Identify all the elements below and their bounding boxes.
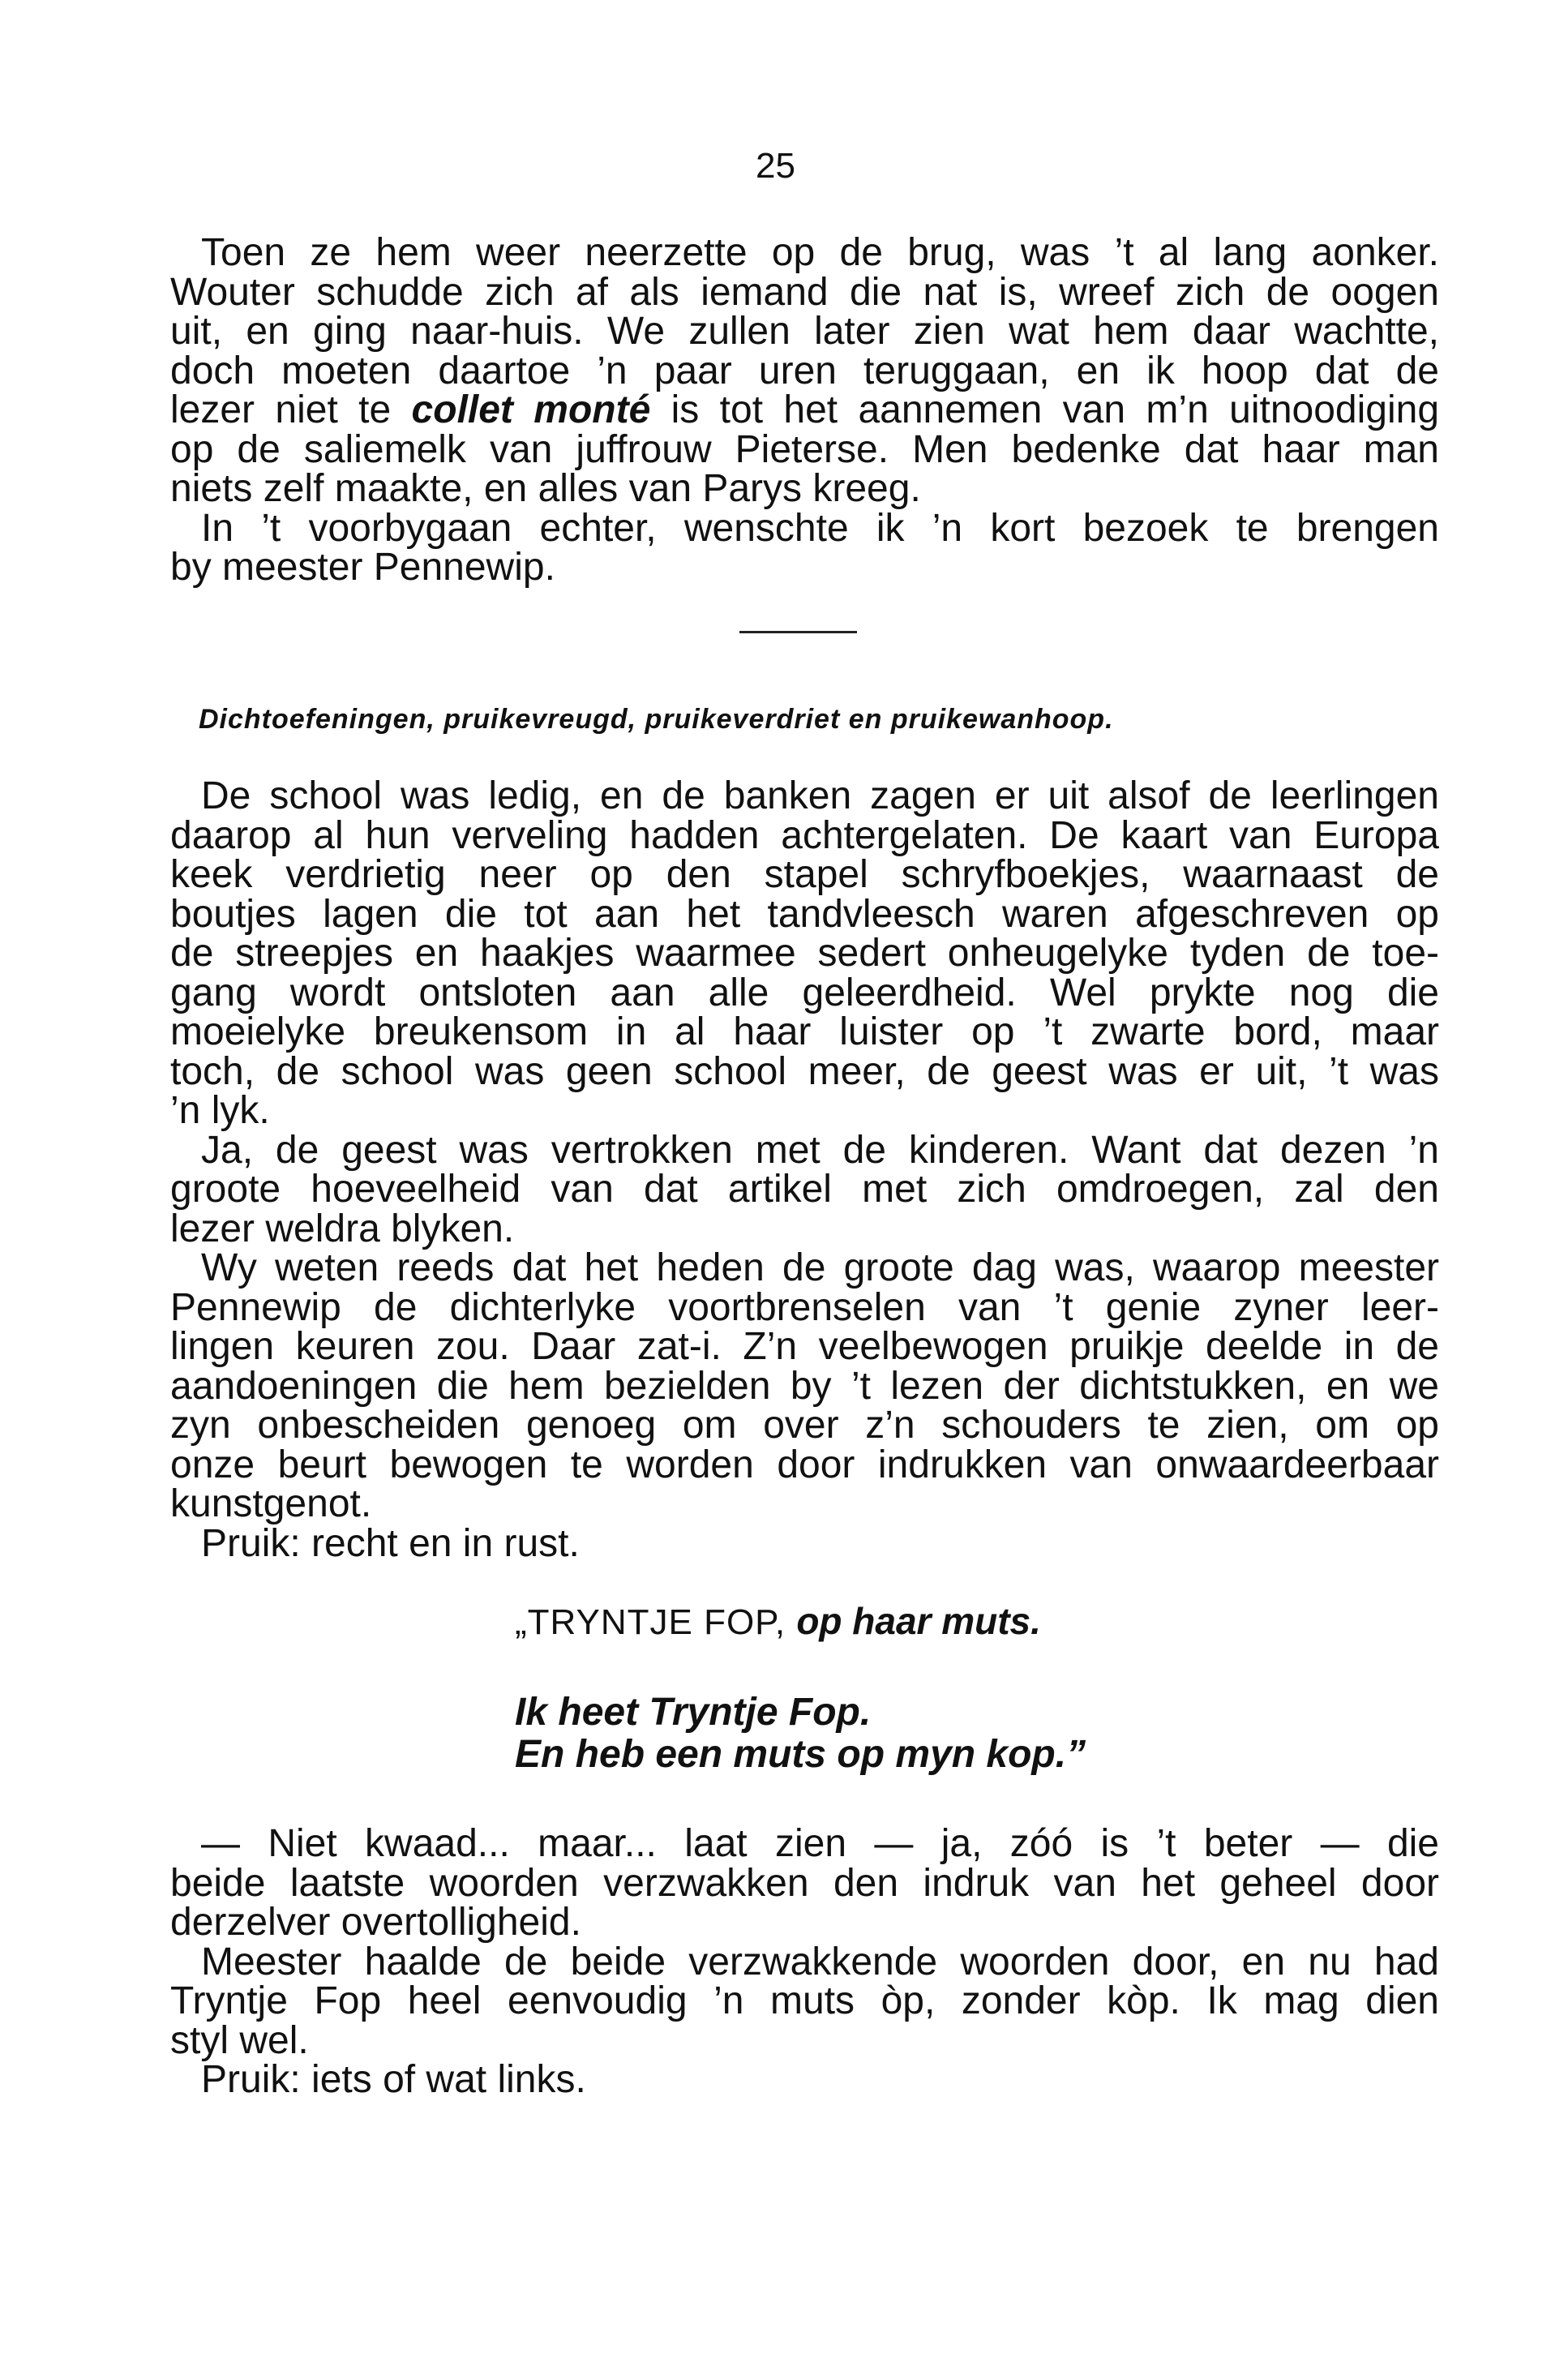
text-line: toch, de school was geen school meer, de geest was er uit, ’t was <box>170 1049 1439 1093</box>
text-line: by meester Pennewip. <box>170 546 555 589</box>
emphasis-text: collet monté <box>411 388 651 431</box>
text-line: Wy weten reeds dat het heden de groote dag was, waarop meester <box>201 1246 1439 1289</box>
text-line: de streepjes en haakjes waarmee sedert onheugelyke tyden de toe- <box>170 932 1439 975</box>
text-line <box>170 388 1440 431</box>
paragraph-block-1 <box>170 231 1440 589</box>
section-divider <box>739 631 857 633</box>
text-line: gang wordt ontsloten aan alle geleerdheid. Wel prykte nog die <box>170 971 1439 1014</box>
poem <box>515 1692 1086 1776</box>
poem-line: En heb een muts op myn kop.” <box>515 1733 1086 1776</box>
page-number: 25 <box>756 146 795 186</box>
text-line: doch moeten daartoe ’n paar uren teruggaan, en ik hoop dat de <box>170 349 1439 392</box>
paragraph-block-2 <box>170 774 1439 1565</box>
text-line: In ’t voorbygaan echter, wenschte ik ’n kort bezoek te brengen <box>201 506 1439 550</box>
text-line: aandoeningen die hem bezielden by ’t lezen der dichtstukken, en we <box>170 1364 1439 1408</box>
section-heading: Dichtoefeningen, pruikevreugd, pruikeverdriet en pruikewanhoop. <box>199 704 1114 735</box>
text-line: onze beurt bewogen te worden door indrukken van onwaardeerbaar <box>170 1443 1439 1486</box>
text-line: uit, en ging naar-huis. We zullen later zien wat hem daar wachtte, <box>170 310 1439 353</box>
text-line: groote hoeveelheid van dat artikel met zich omdroegen, zal den <box>170 1168 1439 1211</box>
text-line: derzelver overtolligheid. <box>170 1901 581 1944</box>
poem-title-subtitle: op haar muts. <box>796 1600 1041 1642</box>
poem-title <box>515 1599 1041 1643</box>
text-line: keek verdrietig neer op den stapel schryfboekjes, waarnaast de <box>170 853 1439 896</box>
paragraph-block-3 <box>170 1822 1439 2101</box>
text-line: zyn onbescheiden genoeg om over z’n schouders te zien, om op <box>170 1404 1439 1447</box>
text-line: op de saliemelk van juffrouw Pieterse. Men bedenke dat haar man <box>170 427 1439 471</box>
text-line: niets zelf maakte, en alles van Parys kreeg. <box>170 467 921 510</box>
text-line: Pruik: recht en in rust. <box>201 1521 580 1565</box>
text-segment: is tot het aannemen van m’n uitnoodiging <box>650 388 1440 431</box>
poem-line: Ik heet Tryntje Fop. <box>515 1691 872 1734</box>
text-line: lezer weldra blyken. <box>170 1207 515 1250</box>
text-line: Toen ze hem weer neerzette op de brug, was ’t al lang aonker. <box>201 231 1439 274</box>
text-line: Ja, de geest was vertrokken met de kinderen. Want dat dezen ’n <box>201 1128 1439 1172</box>
text-line: lingen keuren zou. Daar zat-i. Z’n veelbewogen pruikje deelde in de <box>170 1325 1439 1368</box>
text-line: moeielyke breukensom in al haar luister op ’t zwarte bord, maar <box>170 1010 1439 1053</box>
text-line: De school was ledig, en de banken zagen er uit alsof de leerlingen <box>201 774 1439 817</box>
text-line: beide laatste woorden verzwakken den indruk van het geheel door <box>170 1861 1439 1905</box>
text-line: daarop al hun verveling hadden achtergelaten. De kaart van Europa <box>170 813 1439 857</box>
text-segment: lezer niet te <box>170 388 412 431</box>
text-line: Pruik: iets of wat links. <box>201 2058 586 2101</box>
text-line: ’n lyk. <box>170 1089 270 1132</box>
text-line: Wouter schudde zich af als iemand die nat is, wreef zich de oogen <box>170 270 1439 314</box>
text-line: — Niet kwaad... maar... laat zien — ja, zóó is ’t beter — die <box>201 1822 1439 1865</box>
text-line: boutjes lagen die tot aan het tandvleesch waren afgeschreven op <box>170 892 1439 936</box>
text-line: Tryntje Fop heel eenvoudig ’n muts òp, zonder kòp. Ik mag dien <box>170 1979 1439 2022</box>
poem-title-caps: „TRYNTJE FOP, <box>515 1602 797 1642</box>
text-line: kunstgenot. <box>170 1482 372 1525</box>
text-line: Meester haalde de beide verzwakkende woorden door, en nu had <box>201 1940 1439 1983</box>
text-line: styl wel. <box>170 2018 309 2062</box>
text-line: Pennewip de dichterlyke voortbrenselen van ’t genie zyner leer- <box>170 1285 1439 1329</box>
